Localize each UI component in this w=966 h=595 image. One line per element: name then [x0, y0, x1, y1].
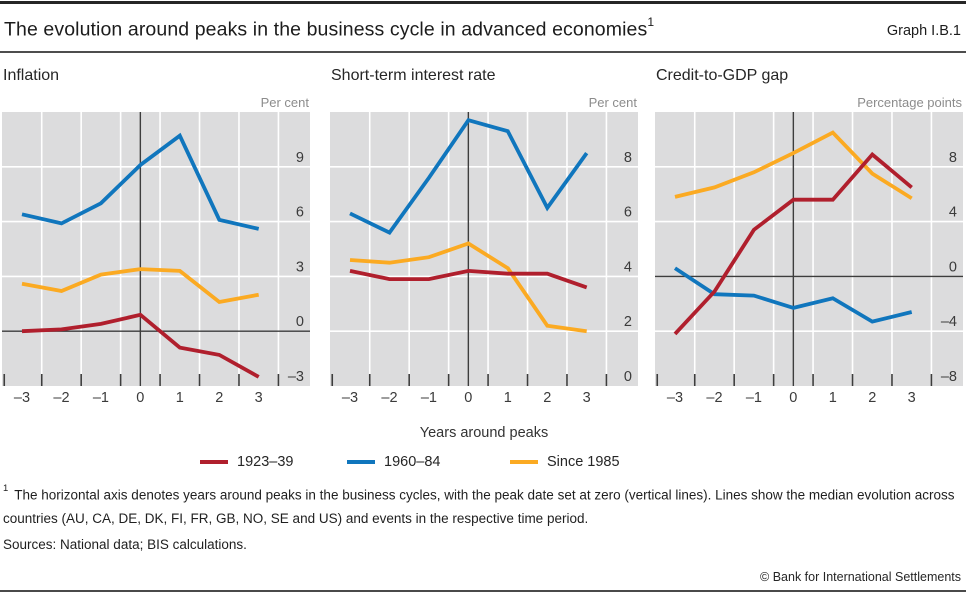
- x-tick-label: 1: [175, 390, 184, 406]
- legend: [0, 454, 966, 470]
- x-tick-label: 0: [464, 390, 473, 406]
- footnote: [3, 480, 963, 530]
- x-tick-label: 0: [136, 390, 145, 406]
- y-tick-label: –8: [940, 369, 957, 385]
- y-tick-label: 0: [623, 369, 632, 385]
- x-tick-label: 2: [868, 390, 877, 406]
- y-tick-label: 0: [295, 314, 304, 331]
- y-tick-label: 8: [948, 149, 957, 166]
- page-title-text: The evolution around peaks in the business cycle in advanced economies: [4, 18, 648, 41]
- y-tick-label: –3: [287, 369, 304, 385]
- panel-short-term-interest-rate: [330, 62, 638, 422]
- legend-item-1960-84: [347, 454, 440, 470]
- y-tick-label: 2: [623, 314, 632, 331]
- unit-label-per-cent: Per cent: [588, 95, 637, 110]
- y-tick-label: 3: [295, 259, 304, 276]
- plot-background: [330, 112, 638, 386]
- panel-inflation: [2, 62, 310, 422]
- x-tick-label: –3: [666, 390, 684, 406]
- x-tick-label: –2: [53, 390, 70, 406]
- legend-label-1923-39: 1923–39: [237, 454, 294, 470]
- y-tick-label: 0: [948, 259, 957, 276]
- panel-title-credit-to-gdp-gap: Credit-to-GDP gap: [656, 67, 789, 84]
- title-footnote-marker: 1: [647, 15, 655, 29]
- x-tick-label: 1: [828, 390, 837, 406]
- y-tick-label: 6: [623, 204, 632, 221]
- sources-line: Sources: National data; BIS calculations.: [3, 537, 247, 552]
- top-rule: [0, 1, 966, 4]
- short-term-interest-rate-chart: [330, 112, 638, 420]
- x-tick-label: 3: [907, 390, 916, 406]
- unit-label-per-cent: Per cent: [260, 95, 309, 110]
- y-tick-label: –4: [940, 314, 957, 331]
- legend-item-since-1985: [510, 454, 620, 470]
- x-tick-label: –3: [341, 390, 359, 406]
- y-tick-label: 4: [623, 259, 632, 276]
- x-tick-label: –1: [92, 390, 109, 406]
- credit-to-gdp-gap-chart: [655, 112, 963, 420]
- y-tick-label: 8: [623, 149, 632, 166]
- inflation-chart: [2, 112, 310, 420]
- x-tick-label: –1: [420, 390, 437, 406]
- x-tick-label: 0: [789, 390, 798, 406]
- x-tick-label: 3: [254, 390, 263, 406]
- footnote-text: The horizontal axis denotes years around peaks in the business cycles, with the peak date set at zero (vertical lines). Lines show the median evolution across countries (AU, CA, DE, DK, FI, FR, GB, NO, SE and US) and events in the respective time period.: [3, 487, 955, 526]
- x-axis-title: Years around peaks: [419, 425, 549, 441]
- legend-swatch-orange: [510, 460, 538, 464]
- panel-title-inflation: Inflation: [3, 67, 60, 84]
- x-tick-label: –3: [13, 390, 31, 406]
- legend-label-since-1985: Since 1985: [547, 454, 620, 470]
- x-tick-label: 2: [543, 390, 552, 406]
- x-tick-label: 1: [503, 390, 512, 406]
- x-tick-label: –1: [745, 390, 762, 406]
- panel-credit-to-gdp-gap: [655, 62, 963, 422]
- x-tick-label: 3: [582, 390, 591, 406]
- copyright-line: © Bank for International Settlements: [760, 570, 961, 584]
- page-title: [4, 17, 654, 42]
- bottom-rule: [0, 590, 966, 592]
- y-tick-label: 9: [295, 149, 304, 166]
- title-divider: [0, 51, 966, 53]
- legend-label-1960-84: 1960–84: [384, 454, 441, 470]
- unit-label-percentage-points: Percentage points: [857, 95, 962, 110]
- x-tick-label: –2: [706, 390, 723, 406]
- x-tick-label: –2: [381, 390, 398, 406]
- y-tick-label: 4: [948, 204, 957, 221]
- legend-swatch-blue: [347, 460, 375, 464]
- footnote-marker: 1: [3, 483, 9, 494]
- legend-swatch-red: [200, 460, 228, 464]
- panel-title-short-term-interest-rate: Short-term interest rate: [331, 67, 496, 84]
- x-tick-label: 2: [215, 390, 224, 406]
- y-tick-label: 6: [295, 204, 304, 221]
- graph-number-label: Graph I.B.1: [886, 23, 961, 39]
- plot-background: [655, 112, 963, 386]
- legend-item-1923-39: [200, 454, 293, 470]
